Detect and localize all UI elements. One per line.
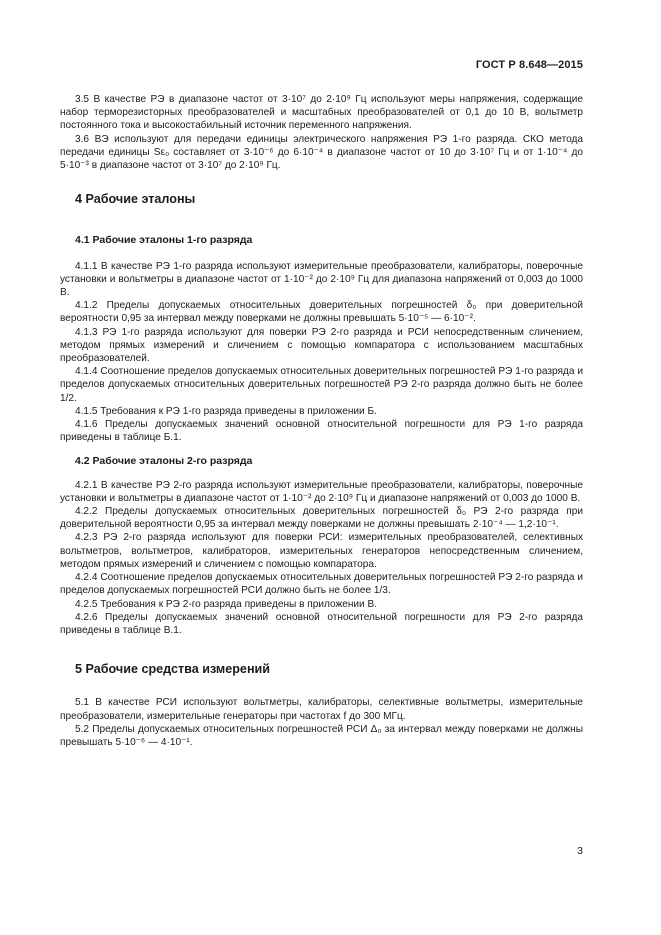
clause-4-1-5: 4.1.5 Требования к РЭ 1-го разряда приведены в приложении Б. — [75, 405, 377, 417]
clause-4-2-3: 4.2.3 РЭ 2-го разряда используют для поверки РСИ: измерительных преобразователей, селективных вольтметров, вольтметров, калибраторов, измерительных генераторов непосредственным сличением, методом прямых измерений и сличением с помощью компаратора. — [60, 532, 583, 570]
subsection-4-2-heading: 4.2 Рабочие эталоны 2-го разряда — [75, 455, 253, 468]
clause-4-1-1: 4.1.1 В качестве РЭ 1-го разряда используют измерительные преобразователи, калибраторы, поверочные установки и вольтметры в диапазоне частот от 1·10⁻² до 2·10⁹ Гц для диапазона напряжений от 0,003 до 1000 В. — [60, 260, 583, 299]
section-5-heading: 5 Рабочие средства измерений — [75, 662, 271, 677]
subsection-4-1-heading: 4.1 Рабочие эталоны 1-го разряда — [75, 234, 253, 247]
clause-4-1-6: 4.1.6 Пределы допускаемых значений основной относительной погрешности для РЭ 1-го разряда приведены в таблице Б.1. — [60, 419, 583, 444]
document-header: ГОСТ Р 8.648—2015 — [475, 59, 583, 71]
clause-5-1: 5.1 В качестве РСИ используют вольтметры, калибраторы, селективные вольтметры, измерительные преобразователи, измерительные генераторы при частотах f до 300 МГц. — [60, 697, 583, 722]
clause-3-6: 3.6 ВЭ используют для передачи единицы электрического напряжения РЭ 1-го разряда. СКО метода передачи единицы Sε₀ составляет от 3·10⁻⁶ до 6·10⁻⁴ в диапазоне частот от 10 до 3·10⁷ Гц и от 1·10⁻⁴ до 5·10⁻³ в диапазоне частот от 3·10⁷ до 2·10⁹ Гц. — [60, 133, 583, 172]
clause-4-1-2: 4.1.2 Пределы допускаемых относительных доверительных погрешностей δ₀ при доверительной вероятности 0,95 за интервал между поверками не должны превышать 5·10⁻⁵ — 6·10⁻². — [60, 300, 583, 325]
document-body — [60, 93, 583, 749]
clause-4-1-3: 4.1.3 РЭ 1-го разряда используют для поверки РЭ 2-го разряда и РСИ непосредственным сличением, методом прямых измерений и сличением с помощью компаратора с использованием масштабных преобразователей. — [60, 326, 583, 365]
page-number: 3 — [577, 845, 583, 857]
clause-4-2-2: 4.2.2 Пределы допускаемых относительных доверительных погрешностей δ₀ РЭ 2-го разряда при доверительной вероятности 0,95 за интервал между поверками не должны превышать 2·10⁻⁴ — 1,2·10⁻¹. — [60, 506, 583, 531]
clause-5-2: 5.2 Пределы допускаемых относительных погрешностей РСИ Δ₀ за интервал между поверками не должны превышать 5·10⁻⁶ — 4·10⁻¹. — [60, 723, 583, 748]
clause-4-2-5: 4.2.5 Требования к РЭ 2-го разряда приведены в приложении В. — [75, 598, 378, 610]
clause-4-2-4: 4.2.4 Соотношение пределов допускаемых относительных доверительных погрешностей РЭ 2-го разряда и пределов допускаемых погрешностей РСИ должно быть не более 1/3. — [60, 572, 583, 597]
clause-4-2-1: 4.2.1 В качестве РЭ 2-го разряда используют измерительные преобразователи, калибраторы, поверочные установки и вольтметры в диапазоне частот от 1·10⁻² до 2·10⁹ Гц и диапазоне напряжений от 0,003 до 1000 В. — [60, 479, 583, 504]
section-4-heading: 4 Рабочие эталоны — [75, 192, 196, 207]
clause-3-5: 3.5 В качестве РЭ в диапазоне частот от 3·10⁷ до 2·10⁹ Гц используют меры напряжения, содержащие набор терморезисторных преобразователей и масштабных преобразователей от 0,1 до 10 В, вольтметр постоянного тока и высокостабильный источник переменного напряжения. — [60, 94, 583, 132]
clause-4-1-4: 4.1.4 Соотношение пределов допускаемых относительных доверительных погрешностей РЭ 1-го разряда и пределов допускаемых относительных доверительных погрешностей РЭ 2-го разряда должно быть не более 1/2. — [60, 366, 583, 404]
clause-4-2-6: 4.2.6 Пределы допускаемых значений основной относительной погрешности для РЭ 2-го разряда приведены в таблице В.1. — [60, 611, 583, 636]
